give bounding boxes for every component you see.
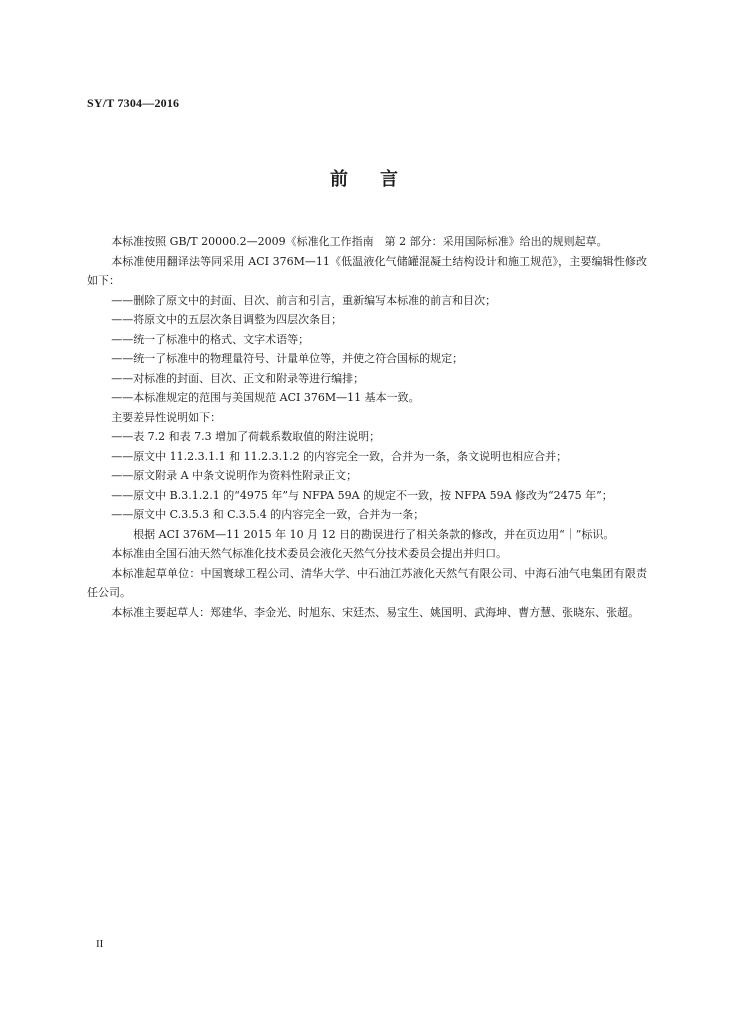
paragraph: 根据 ACI 376M—11 2015 年 10 月 12 日的勘误进行了相关条款的修改，并在页边用“｜”标识。	[111, 527, 615, 541]
standard-code: SY/T 7304—2016	[87, 96, 180, 110]
list-item: ——本标准规定的范围与美国规范 ACI 376M—11 基本一致。	[111, 391, 420, 404]
list-item: ——统一了标准中的物理量符号、计量单位等，并使之符合国标的规定；	[111, 352, 464, 365]
page-title	[0, 165, 730, 191]
list-item: ——原文中 11.2.3.1.1 和 11.2.3.1.2 的内容完全一致，合并为一条，条文说明也相应合并；	[111, 449, 568, 463]
page-number: II	[96, 938, 104, 950]
list-item: ——将原文中的五层次条目调整为四层次条目；	[111, 313, 343, 326]
foreword-body	[87, 232, 647, 622]
paragraph: 本标准按照 GB/T 20000.2—2009《标准化工作指南 第 2 部分：采用国际标准》给出的规则起草。	[111, 235, 608, 248]
title-char-1: 前	[330, 169, 350, 190]
paragraph: 本标准主要起草人：郑建华、李金光、时旭东、宋廷杰、易宝生、姚国明、武海坤、曹方慧、张晓东、张超。	[111, 605, 640, 619]
paragraph: 本标准起草单位：中国寰球工程公司、清华大学、中石油江苏液化天然气有限公司、中海石油气电集团有限责任公司。	[87, 566, 647, 599]
list-item: ——统一了标准中的格式、文字术语等；	[111, 332, 310, 346]
list-heading: 主要差异性说明如下：	[111, 410, 222, 424]
list-item: ——删除了原文中的封面、目次、前言和引言，重新编写本标准的前言和目次；	[111, 293, 497, 307]
paragraph: 本标准使用翻译法等同采用 ACI 376M—11《低温液化气储罐混凝土结构设计和施工规范》，主要编辑性修改如下：	[87, 254, 647, 287]
list-item: ——对标准的封面、目次、正文和附录等进行编排；	[111, 371, 365, 385]
list-item: ——原文中 B.3.1.2.1 的“4975 年”与 NFPA 59A 的规定不一致，按 NFPA 59A 修改为“2475 年”；	[111, 488, 613, 502]
title-char-2: 言	[380, 169, 400, 190]
list-item: ——原文中 C.3.5.3 和 C.3.5.4 的内容完全一致，合并为一条；	[111, 508, 425, 521]
list-item: ——原文附录 A 中条文说明作为资料性附录正文；	[111, 469, 358, 482]
paragraph: 本标准由全国石油天然气标准化技术委员会液化天然气分技术委员会提出并归口。	[111, 547, 508, 560]
list-item: ——表 7.2 和表 7.3 增加了荷载系数取值的附注说明；	[111, 430, 381, 443]
